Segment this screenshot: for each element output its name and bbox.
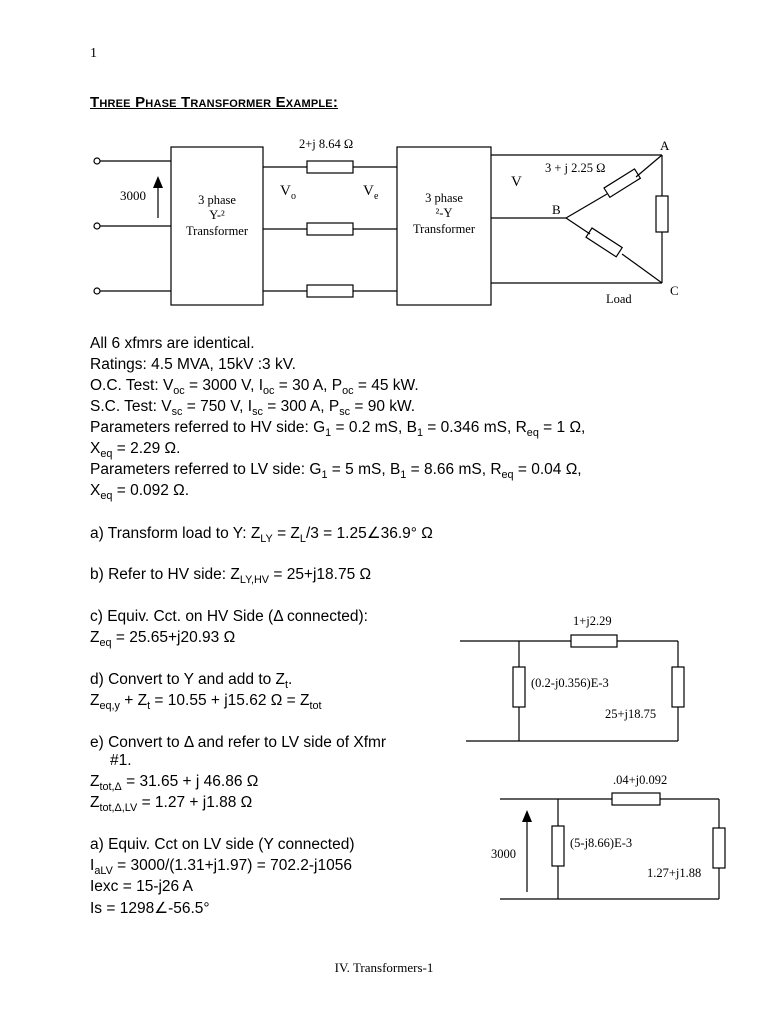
page-footer: IV. Transformers-1 [334, 960, 434, 975]
arrow-up-icon [153, 176, 163, 188]
ve-sub: e [374, 191, 379, 202]
three-phase-diagram [0, 0, 768, 330]
step-d: d) Convert to Y and add to $Z_t$. [90, 671, 293, 692]
xfmr2-line3: Transformer [412, 222, 476, 236]
lv-load-label: 1.27+j1.88 [647, 866, 702, 880]
step-f-current: $I_{aLV} = 3000/(1.31+j1.97) = 702.2-j1056$ [90, 857, 352, 878]
step-e-ztot: $Z_{tot,\Delta} = 31.65 + j$ 46.86 Ω [90, 773, 259, 794]
lv-equivalent-circuit [480, 770, 730, 910]
page-number: 1 [90, 46, 97, 61]
node-a-label: A [660, 138, 670, 153]
text-lv-xeq: $X_{eq} = 0.092$ Ω. [90, 482, 190, 503]
step-b: b) Refer to HV side: $Z_{LY,HV} = 25+j18.75$ Ω [90, 566, 372, 587]
step-c-zeq: $Z_{eq} = 25.65+j20.93$ Ω [90, 629, 236, 650]
v-label: V [511, 174, 522, 190]
step-f-is: Is = 1298∠-56.5° [90, 900, 210, 917]
step-d-result: $Z_{eq,y} + Z_t = 10.55 + j15.62$ $\Omega = Z_{tot}$ [90, 692, 322, 713]
line-impedance-label: 2+j 8.64 Ω [299, 137, 354, 151]
xfmr2-line2: ²-Y [435, 206, 453, 220]
terminal-2-icon [94, 223, 100, 229]
text-oc-test: O.C. Test: $V_{oc} = 3000$ V, $I_{oc} = 30$ A, $P_{oc} = 45$ kW. [90, 377, 419, 398]
load-impedance-label: 3 + j 2.25 Ω [545, 161, 606, 175]
text-ratings: Ratings: 4.5 MVA, 15kV :3 kV. [90, 356, 296, 373]
load-label: Load [606, 292, 632, 306]
xfmr1-line1: 3 phase [198, 193, 236, 207]
hv-shunt-label: (0.2-j0.356)E-3 [531, 676, 609, 690]
step-f-iexc: Iexc = 15-j26 A [90, 878, 193, 895]
text-identical: All 6 xfmrs are identical. [90, 335, 255, 352]
step-e-cont: #1. [110, 752, 132, 769]
node-b-label: B [552, 202, 561, 217]
node-c-label: C [670, 283, 679, 298]
xfmr1-line2: Y-² [209, 208, 225, 222]
hv-series-label: 1+j2.29 [573, 614, 612, 628]
page-title: Three Phase Transformer Example: [90, 94, 339, 111]
terminal-1-icon [94, 158, 100, 164]
step-f: a) Equiv. Cct on LV side (Y connected) [90, 836, 355, 853]
step-e-ztot-lv: $Z_{tot,\Delta,LV} = 1.27 + j1.88$ Ω [90, 794, 253, 815]
hv-load-label: 25+j18.75 [605, 707, 657, 721]
step-a: a) Transform load to Y: $Z_{LY} = Z_L/3$ = 1.25∠36.9° Ω [90, 525, 433, 546]
step-e: e) Convert to Δ and refer to LV side of Xfmr [90, 734, 387, 751]
hv-equivalent-circuit [450, 605, 690, 750]
arrow-up-icon [522, 810, 532, 822]
ve-label: V [363, 183, 374, 199]
text-sc-test: S.C. Test: $V_{sc} = 750$ V, $I_{sc} = 300$ A, $P_{sc} = 90$ kW. [90, 398, 416, 419]
xfmr2-line1: 3 phase [425, 191, 463, 205]
text-hv-xeq: $X_{eq} = 2.29$ Ω. [90, 440, 181, 461]
source-voltage-label: 3000 [120, 188, 146, 203]
lv-series-label: .04+j0.092 [613, 773, 668, 787]
vo-sub: o [291, 191, 296, 202]
vo-label: V [280, 183, 291, 199]
terminal-3-icon [94, 288, 100, 294]
step-c: c) Equiv. Cct. on HV Side (Δ connected): [90, 608, 368, 625]
text-lv-params: Parameters referred to LV side: $G_1 = 5$ mS, $B_1 = 8.66$ mS, $R_{eq} = 0.04$ Ω, [90, 461, 582, 482]
lv-shunt-label: (5-j8.66)E-3 [570, 836, 633, 850]
text-hv-params: Parameters referred to HV side: $G_1 = 0.2$ mS, $B_1 = 0.346$ mS, $R_{eq} = 1$ Ω, [90, 419, 586, 440]
xfmr1-line3: Transformer [185, 224, 249, 238]
lv-source-label: 3000 [491, 847, 516, 861]
